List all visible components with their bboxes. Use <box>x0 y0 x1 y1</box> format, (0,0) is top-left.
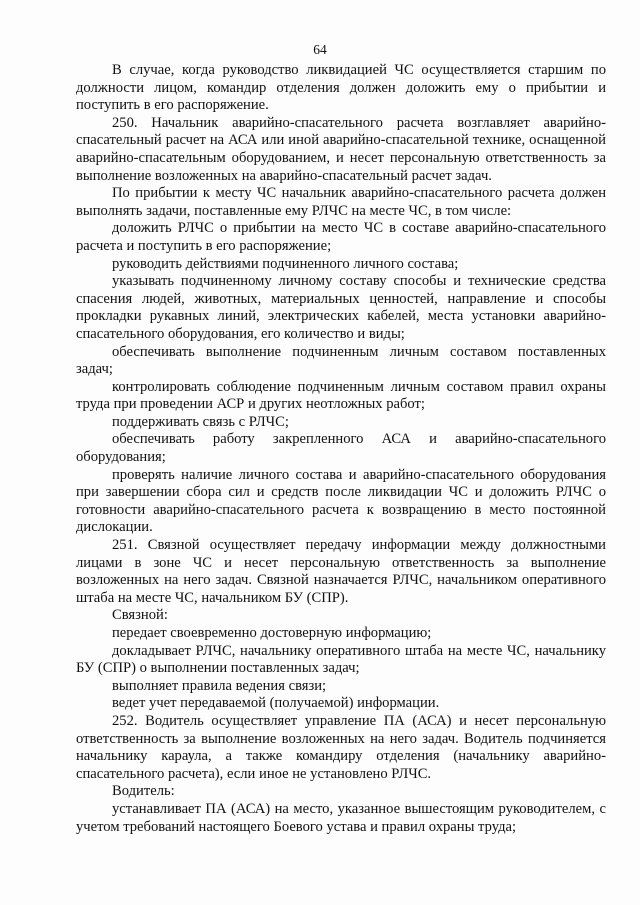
paragraph: руководить действиями подчиненного личного состава; <box>112 255 459 272</box>
paragraph: 252. Водитель осуществляет управление ПА (АСА) и несет персональную ответственность за выполнение возложенных на него задач. Водитель подчиняется начальнику караула, а также командиру отделения (начальнику аварийно-спасательного расчета), если иное не установлено РЛЧС. <box>76 712 606 782</box>
paragraph: ведет учет передаваемой (получаемой) информации. <box>112 695 440 712</box>
paragraph: 251. Связной осуществляет передачу информации между должностными лицами в зоне ЧС и несет персональную ответственность за выполнение возложенных на него задач. Связной назначается РЛЧС, начальником оперативного штаба на месте ЧС, начальником БУ (СПР). <box>76 537 606 606</box>
paragraph: проверять наличие личного состава и аварийно-спасательного оборудования при завершении сбора сил и средств после ликвидации ЧС и доложить РЛЧС о готовности аварийно-спасательного расчета к возвращению в место постоянной дислокации. <box>76 466 606 536</box>
paragraph: 250. Начальник аварийно-спасательного расчета возглавляет аварийно-спасательный расчет на АСА или иной аварийно-спасательной технике, оснащенной аварийно-спасательным оборудованием, и несет персональную ответственность за выполнение возложенных на аварийно-спасательный расчет задач. <box>76 114 606 184</box>
page-number: 64 <box>313 42 327 57</box>
paragraph: В случае, когда руководство ликвидацией ЧС осуществляется старшим по должности лицом, командир отделения должен доложить ему о прибытии и поступить в его распоряжение. <box>76 62 606 114</box>
paragraph: обеспечивать работу закрепленного АСА и аварийно-спасательного оборудования; <box>76 431 606 466</box>
paragraph: выполняет правила ведения связи; <box>112 677 327 694</box>
paragraph: указывать подчиненному личному составу способы и технические средства спасения людей, животных, материальных ценностей, направление и способы прокладки рукавных линий, электрических кабелей, места установки аварийно-спасательного оборудования, его количество и виды; <box>76 273 606 342</box>
paragraph: доложить РЛЧС о прибытии на место ЧС в составе аварийно-спасательного расчета и поступить в его распоряжение; <box>76 220 606 254</box>
paragraph: По прибытии к месту ЧС начальник аварийно-спасательного расчета должен выполнять задачи, поставленные ему РЛЧС на месте ЧС, в том числе: <box>76 185 606 219</box>
paragraph: передает своевременно достоверную информацию; <box>112 625 432 641</box>
paragraph: Связной: <box>112 607 168 624</box>
paragraph: поддерживать связь с РЛЧС; <box>112 413 289 430</box>
paragraph: докладывает РЛЧС, начальнику оперативного штаба на месте ЧС, начальнику БУ (СПР) о выполнении поставленных задач; <box>76 642 606 677</box>
paragraph: контролировать соблюдение подчиненным личным составом правил охраны труда при проведении АСР и других неотложных работ; <box>76 378 606 413</box>
paragraph: Водитель: <box>112 783 175 800</box>
paragraph: обеспечивать выполнение подчиненным личным составом поставленных задач; <box>76 343 606 378</box>
paragraph: устанавливает ПА (АСА) на место, указанное вышестоящим руководителем, с учетом требований настоящего Боевого устава и правил охраны труда; <box>76 800 606 835</box>
document-body <box>76 62 606 836</box>
